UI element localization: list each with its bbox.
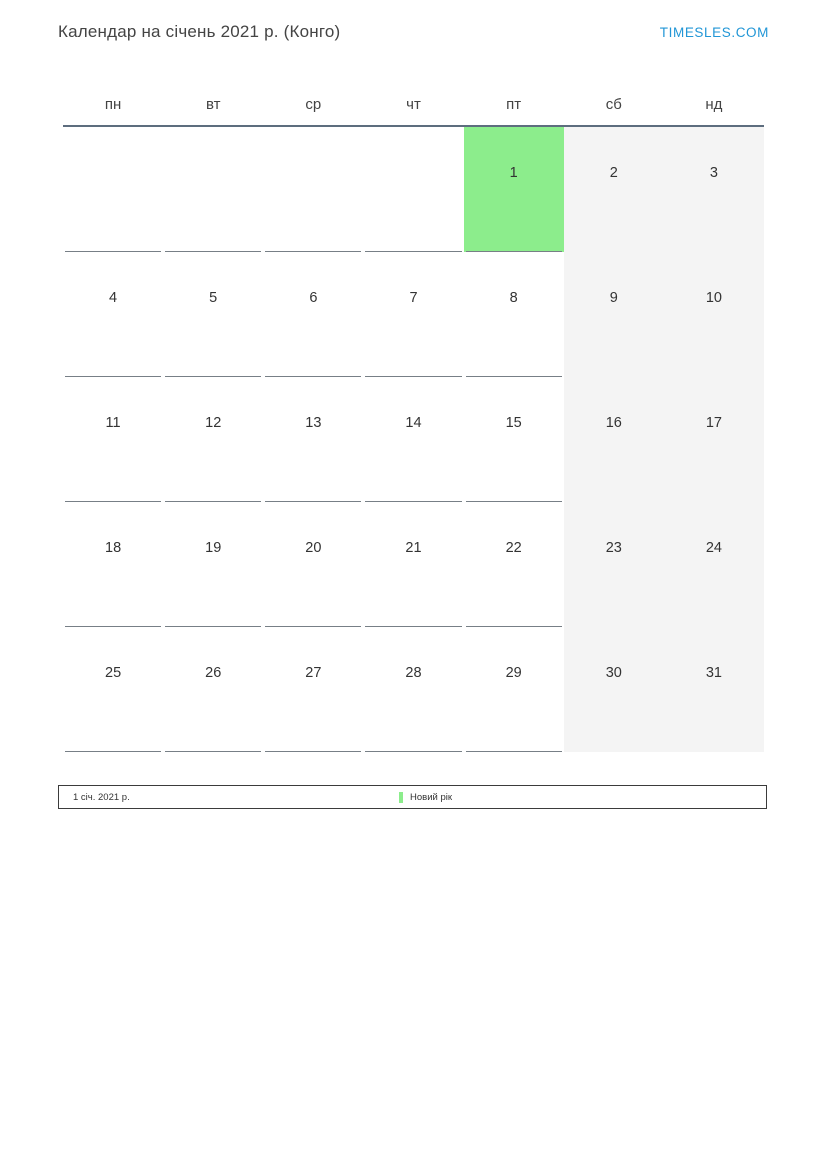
day-number: 31 — [705, 665, 722, 681]
page-title: Календар на січень 2021 р. (Конго) — [58, 22, 341, 41]
calendar-day-cell[interactable] — [564, 252, 664, 377]
legend-holiday-item — [399, 792, 452, 803]
calendar-day-cell[interactable] — [564, 127, 664, 252]
calendar-week-row — [63, 627, 764, 752]
calendar-day-cell[interactable] — [363, 377, 463, 502]
day-number: 6 — [309, 290, 318, 306]
day-cell-underline — [165, 751, 261, 752]
calendar-grid — [63, 85, 764, 752]
calendar-day-cell[interactable] — [464, 502, 564, 627]
weekday-label-wed: ср — [305, 96, 322, 113]
calendar-weeks — [63, 127, 764, 752]
calendar-day-cell[interactable] — [163, 627, 263, 752]
calendar-day-cell[interactable] — [664, 252, 764, 377]
page-header — [58, 20, 769, 44]
calendar-empty-cell — [163, 127, 263, 252]
calendar-day-cell[interactable] — [163, 377, 263, 502]
weekday-label-sat: сб — [605, 96, 622, 113]
calendar-day-cell[interactable] — [564, 377, 664, 502]
day-number: 3 — [709, 165, 718, 181]
calendar-day-cell[interactable] — [163, 252, 263, 377]
calendar-day-cell[interactable] — [363, 252, 463, 377]
day-number: 11 — [105, 415, 121, 431]
day-number: 5 — [209, 290, 218, 306]
calendar-day-cell[interactable] — [263, 627, 363, 752]
day-number: 9 — [609, 290, 618, 306]
calendar-week-row — [63, 127, 764, 252]
day-cell-underline — [265, 751, 361, 752]
calendar-week-row — [63, 252, 764, 377]
calendar-day-cell[interactable] — [564, 627, 664, 752]
calendar-day-cell[interactable] — [464, 627, 564, 752]
day-number: 28 — [405, 665, 422, 681]
day-number: 1 — [509, 165, 518, 181]
legend-bar — [58, 785, 767, 809]
weekday-label-sun: нд — [705, 96, 723, 113]
calendar-day-cell[interactable] — [263, 252, 363, 377]
calendar-day-cell[interactable] — [564, 502, 664, 627]
day-number: 21 — [405, 540, 422, 556]
day-cell-underline — [466, 751, 562, 752]
day-number: 18 — [105, 540, 122, 556]
calendar-day-cell[interactable] — [63, 252, 163, 377]
day-number: 10 — [705, 290, 722, 306]
day-number: 2 — [609, 165, 618, 181]
legend-holiday-label: Новий рік — [410, 791, 452, 803]
day-number: 23 — [605, 540, 622, 556]
calendar-day-cell[interactable] — [664, 502, 764, 627]
day-cell-underline — [65, 751, 161, 752]
day-number: 29 — [505, 665, 522, 681]
calendar-empty-cell — [63, 127, 163, 252]
calendar-day-cell[interactable] — [464, 377, 564, 502]
day-cell-underline — [566, 751, 662, 752]
calendar-day-cell[interactable] — [63, 377, 163, 502]
day-number: 22 — [505, 540, 522, 556]
calendar-day-cell[interactable] — [664, 377, 764, 502]
day-number: 25 — [105, 665, 122, 681]
day-number: 4 — [109, 290, 118, 306]
weekday-label-fri: пт — [506, 96, 522, 113]
day-number: 15 — [505, 415, 522, 431]
calendar-week-row — [63, 502, 764, 627]
day-number: 17 — [705, 415, 722, 431]
holiday-highlight — [464, 127, 564, 252]
day-cell-underline — [666, 751, 762, 752]
calendar-day-cell[interactable] — [163, 502, 263, 627]
day-number: 16 — [605, 415, 622, 431]
day-number: 12 — [205, 415, 222, 431]
calendar-day-cell[interactable] — [63, 627, 163, 752]
calendar-day-cell[interactable] — [363, 502, 463, 627]
calendar-empty-cell — [263, 127, 363, 252]
day-number: 19 — [205, 540, 222, 556]
calendar-week-row — [63, 377, 764, 502]
calendar-day-cell[interactable] — [363, 627, 463, 752]
weekday-label-thu: чт — [406, 96, 421, 113]
calendar-empty-cell — [363, 127, 463, 252]
calendar-day-cell[interactable] — [63, 502, 163, 627]
day-number: 30 — [605, 665, 622, 681]
day-number: 13 — [305, 415, 322, 431]
site-brand: TIMESLES.COM — [659, 24, 769, 40]
calendar-day-cell[interactable] — [664, 127, 764, 252]
weekday-label-mon: пн — [104, 96, 122, 113]
day-number: 7 — [409, 290, 418, 306]
calendar-day-cell[interactable] — [263, 377, 363, 502]
day-number: 27 — [305, 665, 322, 681]
day-cell-underline — [365, 751, 461, 752]
calendar-day-cell[interactable] — [464, 127, 564, 252]
weekday-header-row — [63, 85, 764, 125]
legend-date: 1 січ. 2021 р. — [73, 791, 130, 803]
day-number: 8 — [509, 290, 518, 306]
legend-color-swatch-icon — [399, 792, 403, 803]
day-number: 24 — [705, 540, 722, 556]
day-number: 26 — [205, 665, 222, 681]
weekday-label-tue: вт — [205, 96, 221, 113]
calendar-day-cell[interactable] — [664, 627, 764, 752]
calendar-day-cell[interactable] — [464, 252, 564, 377]
day-number: 14 — [405, 415, 422, 431]
day-number: 20 — [305, 540, 322, 556]
calendar-day-cell[interactable] — [263, 502, 363, 627]
